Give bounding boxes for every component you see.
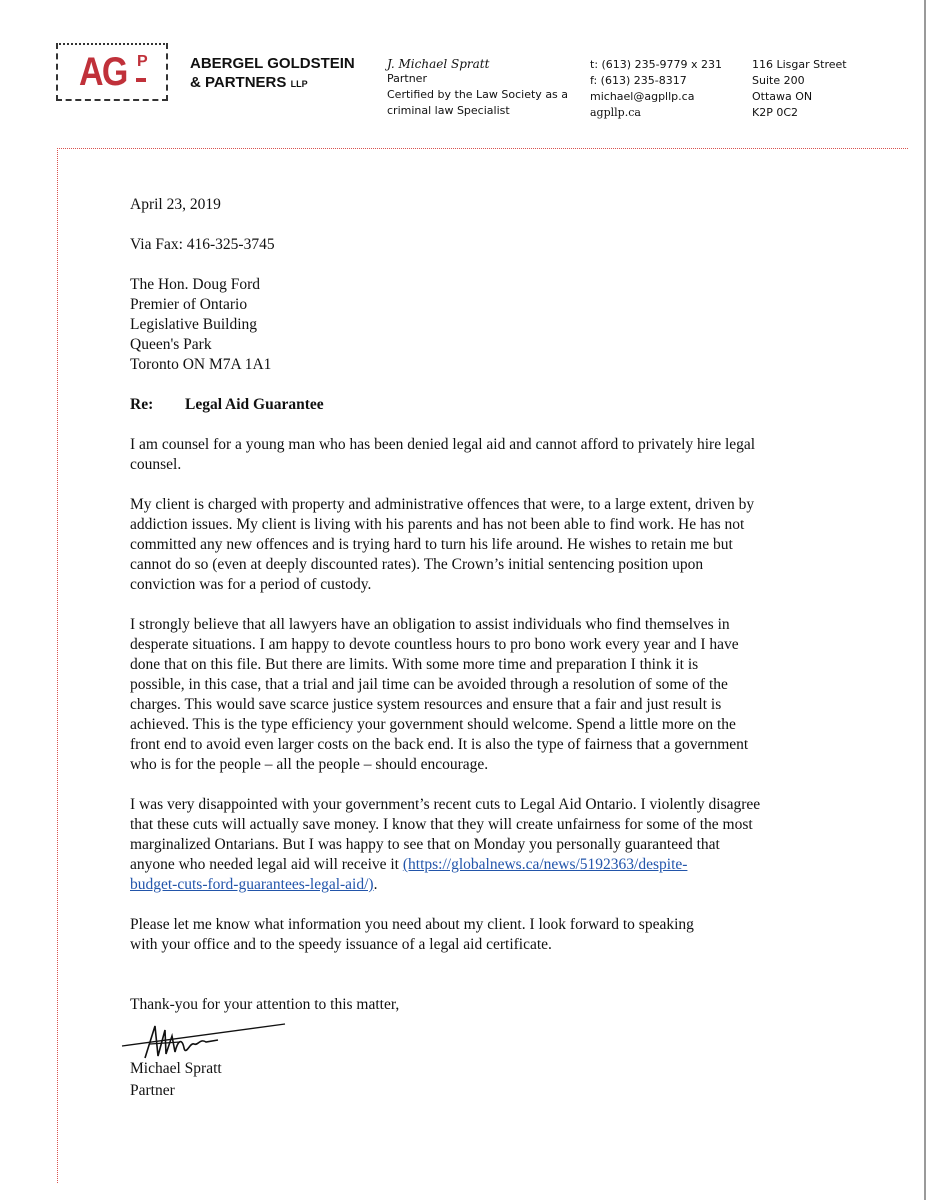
contact-block	[590, 57, 722, 121]
logo: AG	[79, 50, 127, 94]
firm-suffix: LLP	[290, 79, 308, 89]
certification-line: Certified by the Law Society as a	[387, 88, 569, 101]
text-line: possible, in this case, that a trial and jail time can be avoided through a resolution of some of the	[130, 676, 728, 693]
paragraph	[130, 435, 790, 475]
text-line: committed any new offences and is trying hard to turn his life around. He wishes to retain me but	[130, 536, 733, 553]
recipient-address	[130, 275, 790, 375]
phone: t: (613) 235-9779 x 231	[590, 58, 723, 71]
text-line: conviction was for a period of custody.	[130, 576, 372, 593]
page-edge	[924, 0, 926, 1200]
text-line: I was very disappointed with your government’s recent cuts to Legal Aid Ontario. I violently disagree	[130, 796, 761, 813]
text-line: marginalized Ontarians. But I was happy to see that on Monday you personally guaranteed that	[130, 836, 720, 853]
address-block	[752, 57, 847, 121]
signoff	[130, 1058, 222, 1102]
paragraph	[130, 795, 790, 895]
firm-line-1: ABERGEL GOLDSTEIN	[190, 55, 355, 72]
signer-title: Partner	[387, 72, 427, 85]
handwritten-signature	[120, 1018, 290, 1063]
news-link-continued[interactable]: budget-cuts-ford-guarantees-legal-aid/)	[130, 876, 374, 893]
signoff-name: Michael Spratt	[130, 1060, 222, 1077]
subject-line	[130, 395, 790, 415]
header-divider	[57, 148, 908, 149]
recipient-line: The Hon. Doug Ford	[130, 276, 261, 293]
text-line: charges. This would save scarce justice system resources and ensure that a fair and just result is	[130, 696, 722, 713]
text-line: with your office and to the speedy issuance of a legal aid certificate.	[130, 936, 552, 953]
text-line: who is for the people – all the people – should encourage.	[130, 756, 489, 773]
text-line: addiction issues. My client is living with his parents and has not been able to find work. He has not	[130, 516, 745, 533]
text-line: done that on this file. But there are limits. With some more time and preparation I think it is	[130, 656, 699, 673]
address-line: K2P 0C2	[752, 106, 799, 119]
text-line: My client is charged with property and administrative offences that were, to a large extent, driven by	[130, 496, 755, 513]
text-line: I am counsel for a young man who has been denied legal aid and cannot afford to privately hire legal	[130, 436, 756, 453]
closing: Thank-you for your attention to this matter,	[130, 996, 400, 1013]
margin-line	[57, 148, 58, 1183]
letter-body	[130, 195, 790, 975]
paragraph	[130, 615, 790, 775]
re-subject: Legal Aid Guarantee	[185, 396, 324, 413]
address-line: 116 Lisgar Street	[752, 58, 847, 71]
firm-line-2: & PARTNERS	[190, 74, 287, 91]
text-line: counsel.	[130, 456, 182, 473]
address-line: Suite 200	[752, 74, 805, 87]
website: agpllp.ca	[590, 106, 641, 119]
email: michael@agpllp.ca	[590, 90, 695, 103]
signoff-title: Partner	[130, 1082, 175, 1099]
firm-name	[190, 54, 355, 94]
text-segment: .	[373, 876, 378, 893]
text-line: that these cuts will actually save money. I know that they will create unfairness for some of the most	[130, 816, 753, 833]
text-line: cannot do so (even at deeply discounted rates). The Crown’s initial sentencing position upon	[130, 556, 704, 573]
paragraph	[130, 495, 790, 595]
address-line: Ottawa ON	[752, 90, 813, 103]
certification-line: criminal law Specialist	[387, 104, 510, 117]
re-label: Re:	[130, 396, 154, 413]
text-segment: anyone who needed legal aid will receive it	[130, 856, 403, 873]
text-line: Please let me know what information you need about my client. I look forward to speaking	[130, 916, 694, 933]
signer-block	[387, 57, 568, 119]
logo-dash	[136, 78, 146, 82]
via-fax: Via Fax: 416-325-3745	[130, 236, 275, 253]
news-link[interactable]: (https://globalnews.ca/news/5192363/despite-	[402, 856, 688, 873]
text-line: desperate situations. I am happy to devote countless hours to pro bono work every year and I have	[130, 636, 739, 653]
recipient-line: Legislative Building	[130, 316, 257, 333]
logo-mark: P	[137, 53, 148, 70]
date: April 23, 2019	[130, 196, 221, 213]
signer-name: J. Michael Spratt	[387, 57, 490, 71]
recipient-line: Toronto ON M7A 1A1	[130, 356, 272, 373]
text-line: front end to avoid even larger costs on the back end. It is also the type of fairness that a government	[130, 736, 749, 753]
text-line: I strongly believe that all lawyers have an obligation to assist individuals who find themselves in	[130, 616, 730, 633]
fax: f: (613) 235-8317	[590, 74, 687, 87]
text-line: achieved. This is the type efficiency your government should welcome. Spend a little more on the	[130, 716, 736, 733]
paragraph	[130, 915, 790, 955]
recipient-line: Premier of Ontario	[130, 296, 248, 313]
recipient-line: Queen's Park	[130, 336, 212, 353]
